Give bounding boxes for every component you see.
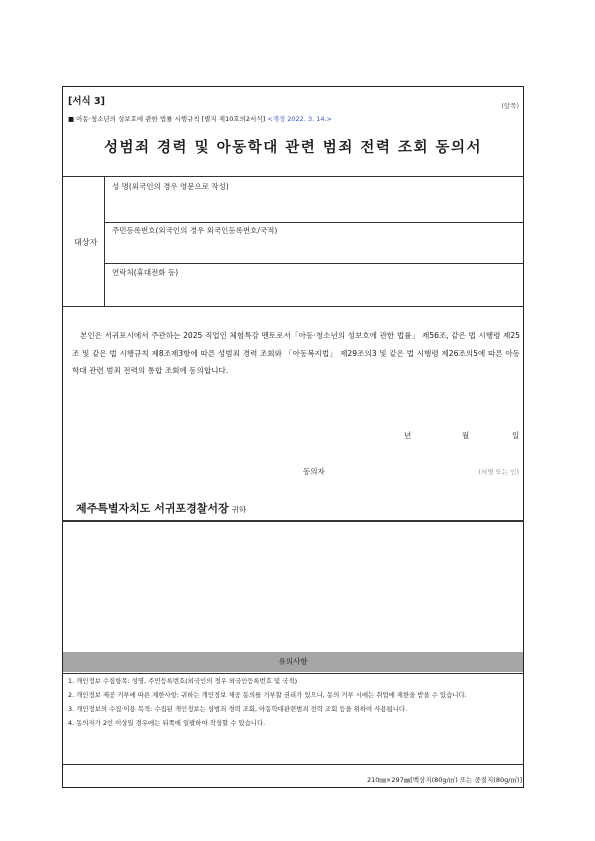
consenter-label: 동의자: [303, 467, 325, 476]
date-month: 월: [462, 431, 470, 440]
note-item: 4. 동의자가 2인 이상일 경우에는 뒤쪽에 일괄하여 작성할 수 있습니다.: [68, 719, 266, 727]
table-bottom-line: [62, 306, 524, 307]
subject-label: 대상자: [74, 238, 98, 247]
note-item: 2. 개인정보 제공 거부에 따른 제한사항: 귀하는 개인정보 제공 동의를 거부할 권리가 있으나, 동의 거부 시에는 취업에 제한을 받을 수 있습니다.: [68, 691, 467, 699]
law-reference-text: ■ 아동·청소년의 성보호에 관한 법률 시행규칙 [별지 제10호의2서식]: [68, 115, 266, 123]
recipient: [76, 500, 246, 516]
form-number: [서식 3]: [68, 96, 105, 107]
amendment-date: <개정 2022. 3. 14.>: [267, 115, 332, 123]
notes-header: 유의사항: [63, 652, 523, 672]
recipient-separator: [62, 520, 524, 522]
notes-bottom-line: [62, 764, 524, 765]
id-number-field-label: 주민등록번호(외국인의 경우 외국인등록번호/국적): [112, 226, 278, 235]
law-reference: [68, 114, 332, 123]
consent-statement: 본인은 서귀포시에서 주관하는 2025 직업인 체험특강 멘토로서「아동·청소년의 성보호에 관한 법률」 제56조, 같은 법 시행령 제25조 및 같은 법 시행규칙 제8조제3항에 따른 성범죄 경력 조회와 「아동복지법」 제29조의3 및 같은 법 시행령 제26조의5에 따른 아동학대 관련 범죄 전력의 통합 조회에 동의합니다.: [72, 331, 520, 375]
name-field-label: 성 명(외국인의 경우 영문으로 작성): [112, 182, 229, 191]
date-day: 일: [512, 431, 520, 440]
form-title: 성범죄 경력 및 아동학대 관련 범죄 전력 조회 동의서: [103, 140, 483, 156]
date-year: 년: [404, 431, 412, 440]
table-top-line: [62, 176, 524, 177]
paper-spec: 210㎜×297㎜[백상지(80g/㎡) 또는 중질지(80g/㎡)]: [366, 776, 522, 784]
page-side-tag: (앞쪽): [501, 102, 519, 110]
contact-field-label: 연락처(휴대전화 등): [112, 268, 179, 277]
table-divider: [104, 176, 105, 306]
signature-placeholder: (서명 또는 인): [478, 468, 519, 476]
recipient-name: 제주특별자치도 서귀포경찰서장: [76, 502, 229, 515]
note-item: 3. 개인정보의 수집·이용 목적: 수집된 개인정보는 성범죄 경력 조회, 아동학대관련범죄 전력 조회 등을 위하여 사용됩니다.: [68, 705, 408, 713]
row-line-2: [104, 263, 524, 264]
recipient-suffix: 귀하: [231, 505, 247, 514]
row-line-1: [104, 222, 524, 223]
note-item: 1. 개인정보 수집항목: 성명, 주민등록번호(외국인의 경우 외국인등록번호 및 국적): [68, 677, 298, 685]
notes-header-line: [62, 673, 524, 674]
notes-list: [68, 675, 520, 731]
